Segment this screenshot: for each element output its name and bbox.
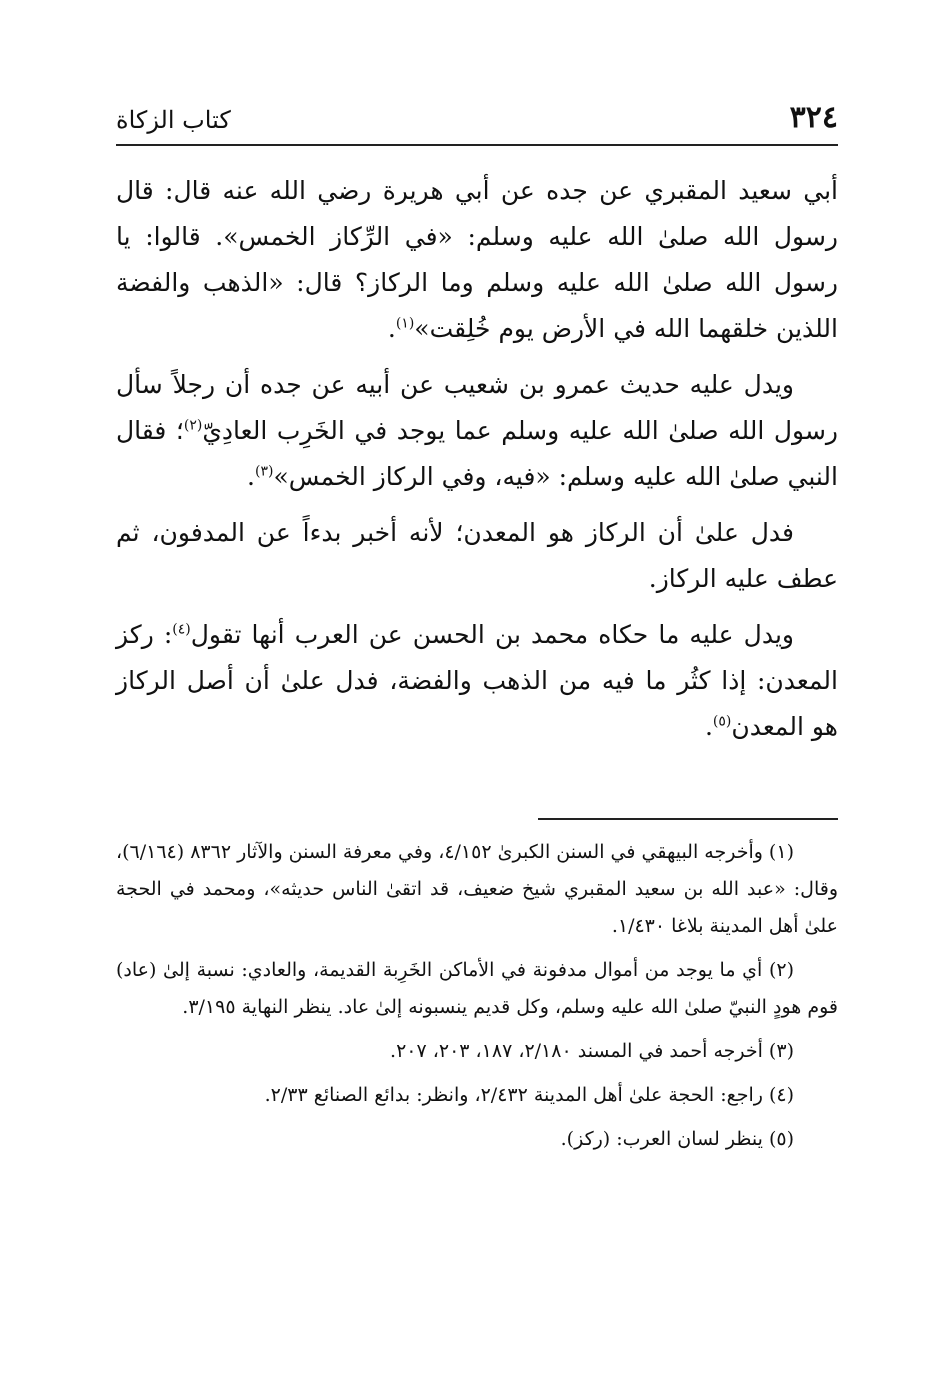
footnote-4: (٤) راجع: الحجة علىٰ أهل المدينة ٢/٤٣٢، وانظر: بدائع الصنائع ٢/٣٣. (264, 1084, 794, 1106)
paragraph-4 (116, 612, 838, 750)
paragraph-1 (116, 168, 838, 352)
footnote-1: (١) وأخرجه البيهقي في السنن الكبرىٰ ٤/١٥٢، وفي معرفة السنن والآثار ٨٣٦٢ (٦/١٦٤)، وقال: «عبد الله بن سعيد المقبري شيخ ضعيف، قد اتقىٰ الناس حديثه»، ومحمد في الحجة علىٰ أهل المدينة بلاغا ١/٤٣٠. (115, 841, 838, 937)
paragraph-3 (116, 510, 838, 602)
footnote-marker-2: (٢) (183, 417, 203, 434)
period: . (247, 462, 255, 491)
page-number: ٣٢٤ (789, 100, 838, 135)
paragraph-text: فدل علىٰ أن الركاز هو المعدن؛ لأنه أخبر بدءاً عن المدفون، ثم عطف عليه الركاز. (116, 518, 838, 593)
running-title: كتاب الزكاة (116, 106, 231, 134)
paragraph-text: ويدل عليه حديث عمرو بن شعيب عن أبيه عن جده أن رجلاً سأل رسول الله صلىٰ الله عليه وسلم عما يوجد في الخَرِب العادِيّ (116, 370, 838, 445)
paragraph-2 (116, 362, 838, 500)
paragraph-text: ويدل عليه ما حكاه محمد بن الحسن عن العرب أنها تقول (190, 620, 794, 649)
page-header (116, 96, 838, 146)
footnote-marker-1: (١) (395, 315, 415, 332)
paragraph-text: أبي سعيد المقبري عن جده عن أبي هريرة رضي الله عنه قال: قال رسول الله صلىٰ الله عليه وسلم: «في الرِّكاز الخمس». قالوا: يا رسول الله صلىٰ الله عليه وسلم وما الركاز؟ قال: «الذهب والفضة اللذين خلقهما الله في الأرض يوم خُلِقت» (116, 176, 838, 343)
period: . (387, 314, 396, 343)
footnotes (116, 834, 838, 1158)
footnote-2: (٢) أي ما يوجد من أموال مدفونة في الأماكن الخَرِبة القديمة، والعادي: نسبة إلىٰ (عاد) قوم هودٍ النبيّ صلىٰ الله عليه وسلم، وكل قديم ينسبونه إلىٰ عاد. ينظر النهاية ٣/١٩٥. (116, 959, 838, 1018)
paragraph-text: ؛ فقال النبي صلىٰ الله عليه وسلم: «فيه، وفي الركاز الخمس» (116, 416, 838, 491)
footnote-marker-3: (٣) (254, 463, 274, 480)
period: . (704, 712, 713, 741)
footnote-marker-4: (٤) (172, 621, 191, 638)
book-page (116, 96, 838, 1336)
paragraph-text: : ركز المعدن: إذا كثُر ما فيه من الذهب والفضة، فدل علىٰ أن أصل الركاز هو المعدن (116, 620, 838, 741)
footnote-separator (538, 818, 838, 820)
footnote-5: (٥) ينظر لسان العرب: (ركز). (560, 1128, 794, 1150)
main-text (116, 168, 838, 750)
footnote-marker-5: (٥) (712, 713, 732, 730)
footnote-3: (٣) أخرجه أحمد في المسند ٢/١٨٠، ١٨٧، ٢٠٣، ٢٠٧. (390, 1040, 794, 1062)
